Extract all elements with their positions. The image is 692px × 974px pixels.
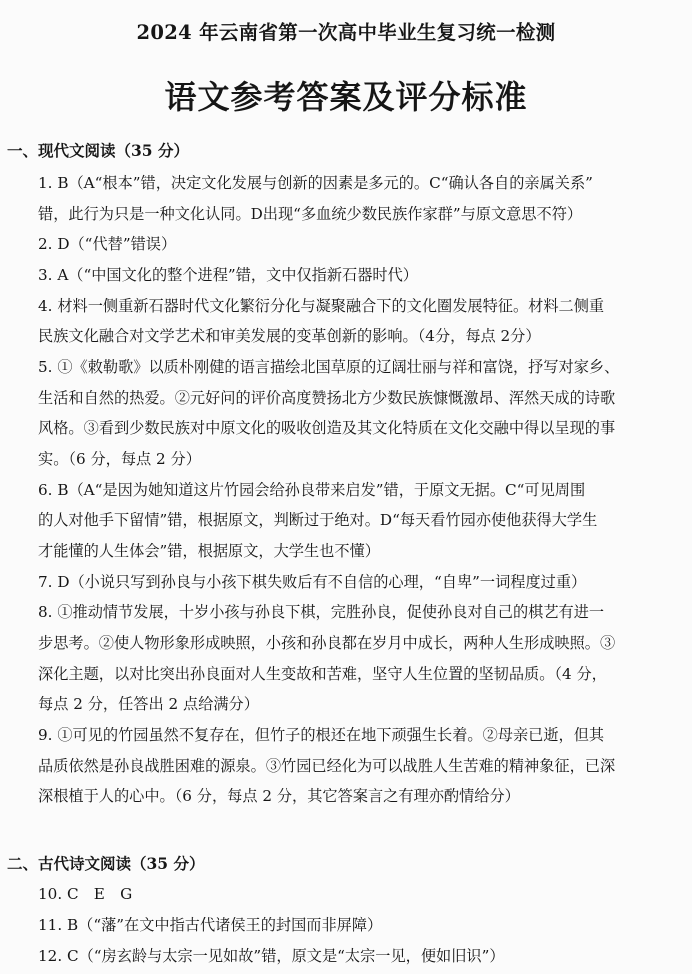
answer-line: 12. C（“房玄龄与太宗一见如故”错，原文是“太宗一见，便如旧识”） [38, 947, 505, 965]
answer-line: 风格。③看到少数民族对中原文化的吸收创造及其文化特质在文化交融中得以呈现的事 [38, 419, 616, 437]
answer-line: 才能懂的人生体会”错，根据原文，大学生也不懂） [38, 542, 380, 560]
answer-line: 9. ①可见的竹园虽然不复存在，但竹子的根还在地下顽强生长着。②母亲已逝，但其 [38, 726, 605, 744]
section-heading-modern-reading: 一、现代文阅读（35 分） [7, 141, 189, 160]
answer-line: 8. ①推动情节发展，十岁小孩与孙良下棋，完胜孙良，促使孙良对自己的棋艺有进一 [38, 603, 605, 621]
answer-line: 的人对他手下留情”错，根据原文，判断过于绝对。D“每天看竹园亦使他获得大学生 [38, 511, 598, 529]
answer-line: 品质依然是孙良战胜困难的源泉。③竹园已经化为可以战胜人生苦难的精神象征，已深 [38, 757, 616, 775]
answer-line: 实。（6 分，每点 2 分） [38, 450, 201, 468]
answer-line: 步思考。②使人物形象形成映照，小孩和孙良都在岁月中成长，两种人生形成映照。③ [38, 634, 616, 652]
answer-line: 深化主题，以对比突出孙良面对人生变故和苦难，坚守人生位置的坚韧品质。（4 分， [38, 665, 607, 683]
answer-line: 错，此行为只是一种文化认同。D出现“多血统少数民族作家群”与原文意思不符） [38, 205, 583, 223]
answer-line: 5. ①《敕勒歌》以质朴刚健的语言描绘北国草原的辽阔壮丽与祥和富饶，抒写对家乡、 [38, 358, 620, 376]
answer-line: 10. C E G [38, 885, 133, 903]
answer-line: 3. A（“中国文化的整个进程”错，文中仅指新石器时代） [38, 266, 418, 284]
answer-line: 生活和自然的热爱。②元好问的评价高度赞扬北方少数民族慷慨激昂、浑然天成的诗歌 [38, 389, 616, 407]
answer-line: 1. B（A“根本”错，决定文化发展与创新的因素是多元的。C“确认各自的亲属关系” [38, 174, 593, 192]
answer-line: 4. 材料一侧重新石器时代文化繁衍分化与凝聚融合下的文化圈发展特征。材料二侧重 [38, 297, 605, 315]
answer-line: 11. B（“藩”在文中指古代诸侯王的封国而非屏障） [38, 916, 383, 934]
section-heading-classical-reading: 二、古代诗文阅读（35 分） [7, 854, 205, 873]
answer-line: 2. D（“代替”错误） [38, 235, 177, 253]
answer-line: 深根植于人的心中。（6 分，每点 2 分，其它答案言之有理亦酌情给分） [38, 787, 520, 805]
answer-line: 每点 2 分，任答出 2 点给满分） [38, 695, 259, 713]
answer-line: 6. B（A“是因为她知道这片竹园会给孙良带来启发”错，于原文无据。C“可见周围 [38, 481, 586, 499]
document-title: 语文参考答案及评分标准 [164, 78, 528, 116]
answer-line: 7. D（小说只写到孙良与小孩下棋失败后有不自信的心理，“自卑”一词程度过重） [38, 573, 587, 591]
exam-title: 2024 年云南省第一次高中毕业生复习统一检测 [136, 21, 556, 44]
answer-line: 民族文化融合对文学艺术和审美发展的变革创新的影响。（4分，每点 2分） [38, 327, 541, 345]
